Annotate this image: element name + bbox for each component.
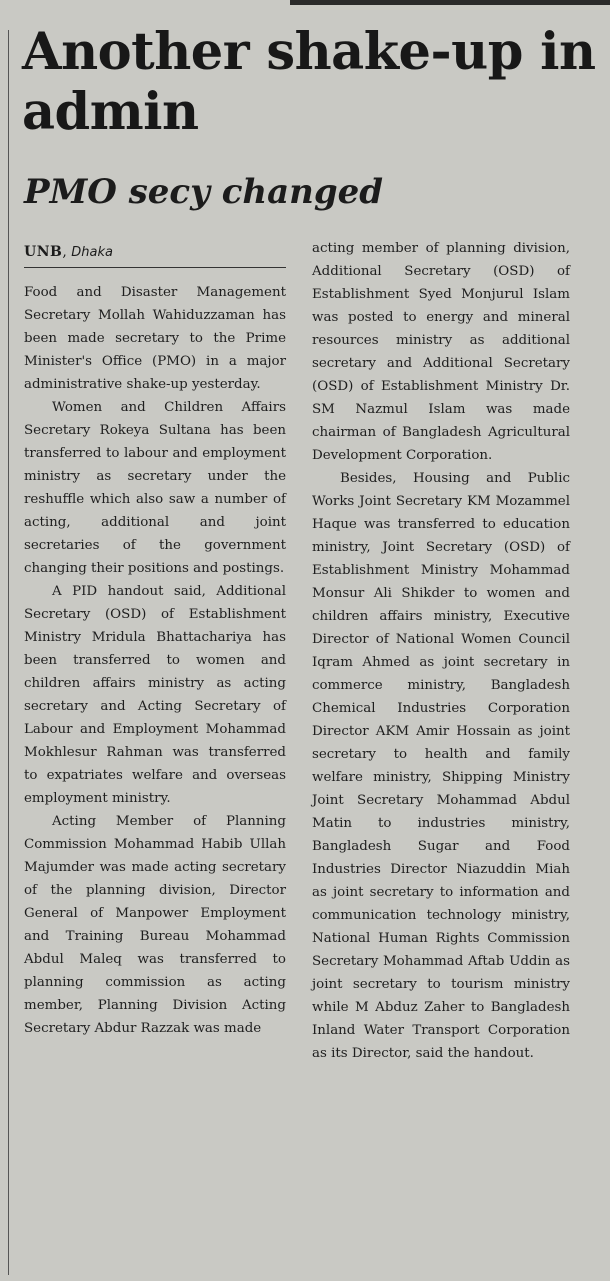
paragraph: acting member of planning division, Additional Secretary (OSD) of Establishment Syed Monjurul Islam was posted to energy and mineral resources ministry as additional secretary and Additional Secretary (OSD) of Establishment Ministry Dr. SM Nazmul Islam was made chairman of Bangladesh Agricultural Development Corporation. — [312, 241, 570, 463]
byline-separator: , — [62, 244, 72, 260]
byline-place: Dhaka — [71, 245, 113, 260]
subheadline: PMO secy changed — [24, 172, 384, 212]
paragraph: A PID handout said, Additional Secretary (OSD) of Establishment Ministry Mridula Bhattachariya has been transferred to women and children affairs ministry as acting secretary and Acting Secretary of Labour and Employment Mohammad Mokhlesur Rahman was transferred to expatriates welfare and overseas employment ministry. — [24, 584, 286, 806]
headline: Another shake-up in admin — [22, 22, 596, 142]
paragraph: Food and Disaster Management Secretary Mollah Wahiduzzaman has been made secretary to the Prime Minister's Office (PMO) in a major administrative shake-up yesterday. — [24, 285, 286, 392]
byline-agency: UNB — [24, 244, 63, 260]
top-border-bar — [290, 0, 610, 5]
paragraph: Women and Children Affairs Secretary Rokeya Sultana has been transferred to labour and employment ministry as secretary under the reshuffle which also saw a number of acting, additional and joint secretaries of the government changing their positions and postings. — [24, 400, 286, 576]
byline-rule — [24, 267, 286, 268]
paragraph: Acting Member of Planning Commission Mohammad Habib Ullah Majumder was made acting secretary of the planning division, Director General of Manpower Employment and Training Bureau Mohammad Abdul Maleq was transferred to planning commission as acting member, Planning Division Acting Secretary Abdur Razzak was made — [24, 814, 286, 1036]
paragraph: Besides, Housing and Public Works Joint Secretary KM Mozammel Haque was transferred to education ministry, Joint Secretary (OSD) of Establishment Ministry Mohammad Monsur Ali Shikder to women and children affairs ministry, Executive Director of National Women Council Iqram Ahmed as joint secretary in commerce ministry, Bangladesh Chemical Industries Corporation Director AKM Amir Hossain as joint secretary to health and family welfare ministry, Shipping Ministry Joint Secretary Mohammad Abdul Matin to industries ministry, Bangladesh Sugar and Food Industries Director Niazuddin Miah as joint secretary to information and communication technology ministry, National Human Rights Commission Secretary Mohammad Aftab Uddin as joint secretary to tourism ministry while M Abduz Zaher to Bangladesh Inland Water Transport Corporation as its Director, said the handout. — [312, 471, 570, 1061]
column-rule-left — [8, 30, 9, 1275]
article-column-1 — [24, 281, 286, 1040]
byline — [24, 242, 286, 263]
article-column-2 — [312, 237, 570, 1065]
